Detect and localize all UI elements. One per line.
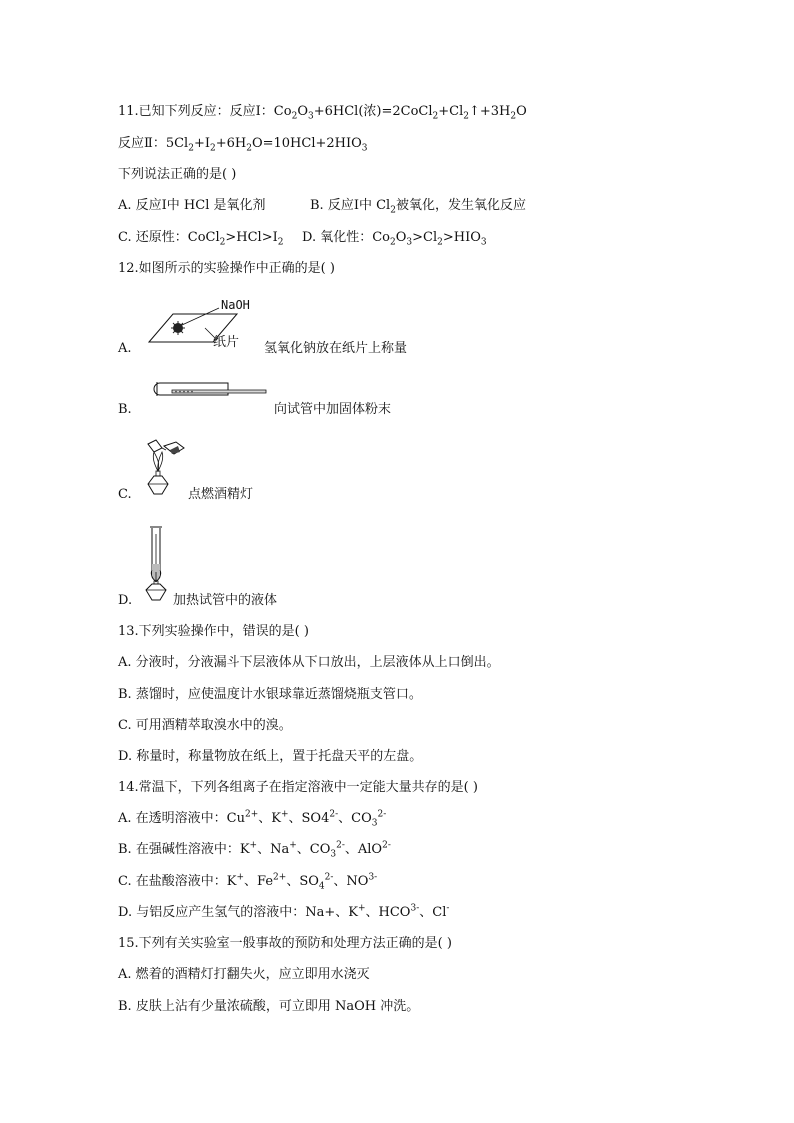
q15-stem: 15.下列有关实验室一般事故的预防和处理方法正确的是( ) [118,936,452,951]
q11-line1: 11.已知下列反应：反应Ⅰ：$Co_2O_3+6HCl$(浓)$=2CoCl_2+Cl_2↑+3H_2O$ [118,104,527,122]
alcohol-lamp-lighting-figure [140,438,190,498]
q14-option-a: A. 在透明溶液中：$Cu^{2+}$、K+、$SO4^{2-}$、$CO_3^{2-}$ [118,809,387,829]
q11-option-a: A. 反应Ⅰ中 HCl 是氧化剂 [118,198,266,213]
q12-option-a-letter: A. [118,341,132,356]
q13-option-c: C. 可用酒精萃取溴水中的溴。 [118,718,292,733]
q14-option-c: C. 在盐酸溶液中：K+、$Fe^{2+}$、$SO_4^{2-}$、$NO^{3-}$ [118,872,378,892]
naoh-label: NaOH [221,298,250,312]
q14-stem: 14.常温下，下列各组离子在指定溶液中一定能大量共存的是( ) [118,780,478,795]
q12-option-d-caption: 加热试管中的液体 [173,593,278,608]
q11-line2: 反应Ⅱ：$5Cl_2+I_2+6H_2O=10HCl+2HIO_3$ [118,136,368,154]
q13-option-b: B. 蒸馏时，应使温度计水银球靠近蒸馏烧瓶支管口。 [118,687,422,702]
q12-option-c-letter: C. [118,487,132,502]
q12-option-b-letter: B. [118,402,132,417]
q11-option-b: B. 反应Ⅰ中 $Cl_2$被氧化，发生氧化反应 [310,198,526,216]
q15-option-b: B. 皮肤上沾有少量浓硫酸，可立即用 NaOH 冲洗。 [118,999,420,1014]
q11-prompt: 下列说法正确的是( ) [118,167,237,182]
q12-option-d-letter: D. [118,593,133,608]
q13-option-d: D. 称量时，称量物放在纸上，置于托盘天平的左盘。 [118,749,423,764]
q12-stem: 12.如图所示的实验操作中正确的是( ) [118,261,335,276]
q11-option-c: C. 还原性：$CoCl_2>HCl>I_2$ [118,230,284,248]
q12-option-a-caption: 氢氧化钠放在纸片上称量 [264,341,408,356]
q13-stem: 13.下列实验操作中，错误的是( ) [118,624,309,639]
q13-option-a: A. 分液时，分液漏斗下层液体从下口放出，上层液体从上口倒出。 [118,655,500,670]
q14-option-b: B. 在强碱性溶液中：K+、Na+、$CO_3^{2-}$、AlO$^{2-}$ [118,840,391,860]
q14-option-d: D. 与铝反应产生氢气的溶液中：Na+、K+、$HCO^{3-}$、Cl- [118,903,450,920]
q12-option-b-caption: 向试管中加固体粉末 [274,402,392,417]
q15-option-a: A. 燃着的酒精灯打翻失火，应立即用水浇灭 [118,967,370,982]
test-tube-horizontal-figure [152,378,270,400]
paper-label: 纸片 [213,335,240,350]
q11-option-d: D. 氧化性：$Co_2O_3>Cl_2>HIO_3$ [302,230,487,248]
heating-test-tube-figure [140,524,176,602]
q12-option-c-caption: 点燃酒精灯 [188,487,254,502]
